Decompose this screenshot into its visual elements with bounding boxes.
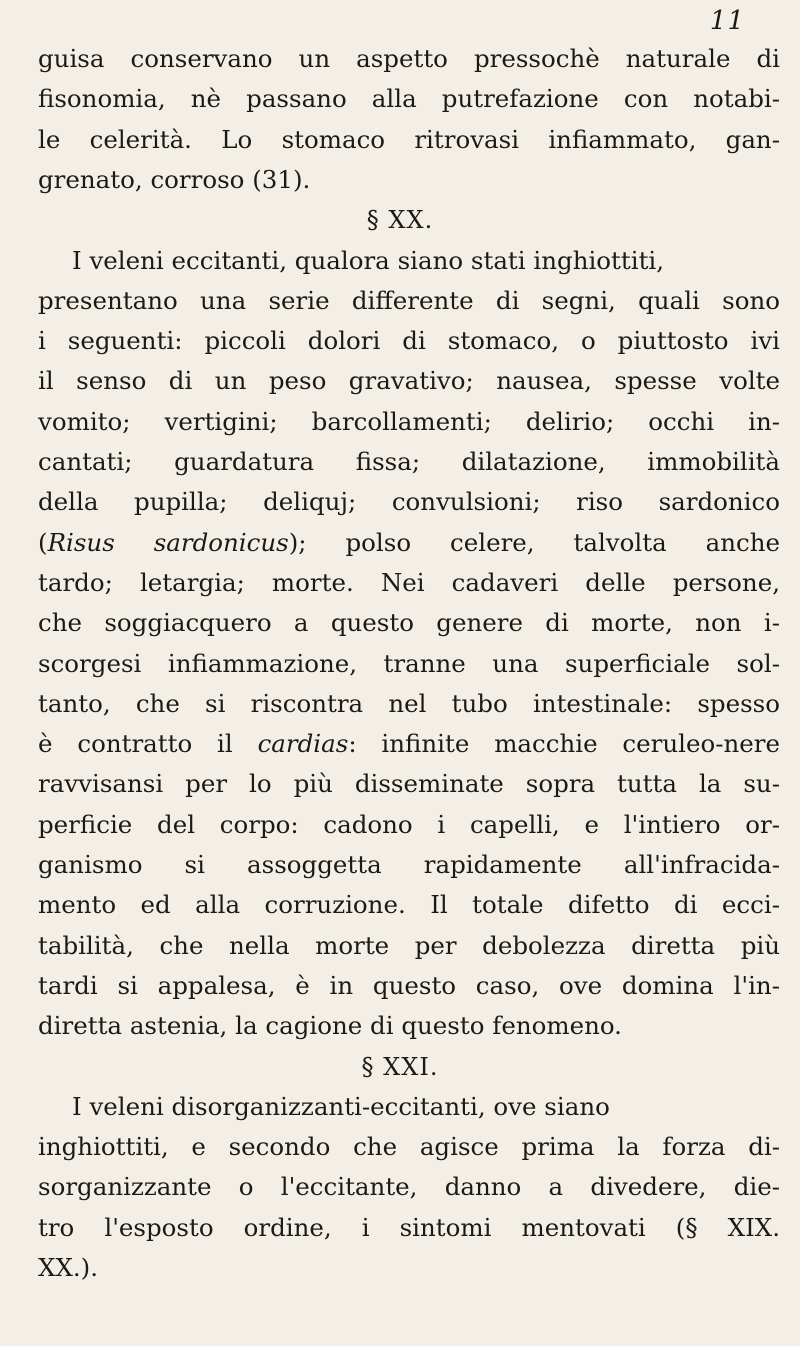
text-line	[38, 727, 780, 761]
text-line: ganismo si assoggetta rapidamente all'infracida-	[38, 850, 780, 879]
text-line: vomito; vertigini; barcollamenti; delirio; occhi in-	[38, 406, 780, 436]
text-line: perficie del corpo: cadono i capelli, e l'intiero or-	[38, 809, 780, 839]
text-line: presentano una serie differente di segni, quali sono	[38, 285, 780, 315]
text-line: grenato, corroso (31).	[38, 164, 311, 194]
text-line: guisa conservano un aspetto pressochè naturale di	[38, 44, 780, 73]
page-number: 11	[709, 6, 745, 36]
text-line: il senso di un peso gravativo; nausea, spesse volte	[38, 366, 780, 396]
text-line: I veleni eccitanti, qualora siano stati inghiottiti,	[72, 245, 665, 275]
text-line: della pupilla; deliquj; convulsioni; riso sardonico	[38, 487, 780, 517]
text-line: tardi si appalesa, è in questo caso, ove domina l'in-	[38, 970, 780, 1000]
text-line: sorganizzante o l'eccitante, danno a divedere, die-	[38, 1172, 780, 1202]
text-segment: (	[38, 527, 48, 557]
section-heading: § XX.	[366, 206, 434, 235]
text-line: inghiottiti, e secondo che agisce prima la forza di-	[38, 1132, 780, 1162]
text-line	[38, 526, 780, 560]
text-segment: : infinite macchie ceruleo-nere	[348, 729, 780, 759]
text-line: cantati; guardatura fissa; dilatazione, immobilità	[38, 447, 780, 476]
italic-term: Risus sardonicus	[47, 527, 289, 557]
text-line: tanto, che si riscontra nel tubo intestinale: spesso	[38, 688, 780, 718]
text-line: i seguenti: piccoli dolori di stomaco, o piuttosto ivi	[38, 326, 780, 356]
section-heading: § XXI.	[361, 1052, 439, 1081]
text-line: tardo; letargia; morte. Nei cadaveri delle persone,	[38, 567, 780, 597]
text-line: diretta astenia, la cagione di questo fenomeno.	[38, 1011, 622, 1041]
text-line: I veleni disorganizzanti-eccitanti, ove siano	[72, 1091, 610, 1121]
text-line: le celerità. Lo stomaco ritrovasi infiammato, gan-	[38, 124, 780, 154]
text-line: scorgesi infiammazione, tranne una superficiale sol-	[38, 648, 780, 678]
text-line: XX.).	[38, 1253, 99, 1282]
text-line: che soggiacquero a questo genere di morte, non i-	[38, 608, 780, 638]
text-segment: ); polso celere, talvolta anche	[288, 527, 780, 557]
text-line: mento ed alla corruzione. Il totale difetto di ecci-	[38, 890, 780, 920]
italic-term: cardias	[257, 729, 349, 759]
text-line: ravvisansi per lo più disseminate sopra tutta la su-	[38, 769, 780, 799]
text-line: fisonomia, nè passano alla putrefazione con notabi-	[38, 84, 780, 114]
text-line: tro l'esposto ordine, i sintomi mentovati (§ XIX.	[38, 1212, 780, 1242]
text-line: tabilità, che nella morte per debolezza diretta più	[38, 930, 780, 960]
text-segment: è contratto il	[38, 729, 258, 759]
